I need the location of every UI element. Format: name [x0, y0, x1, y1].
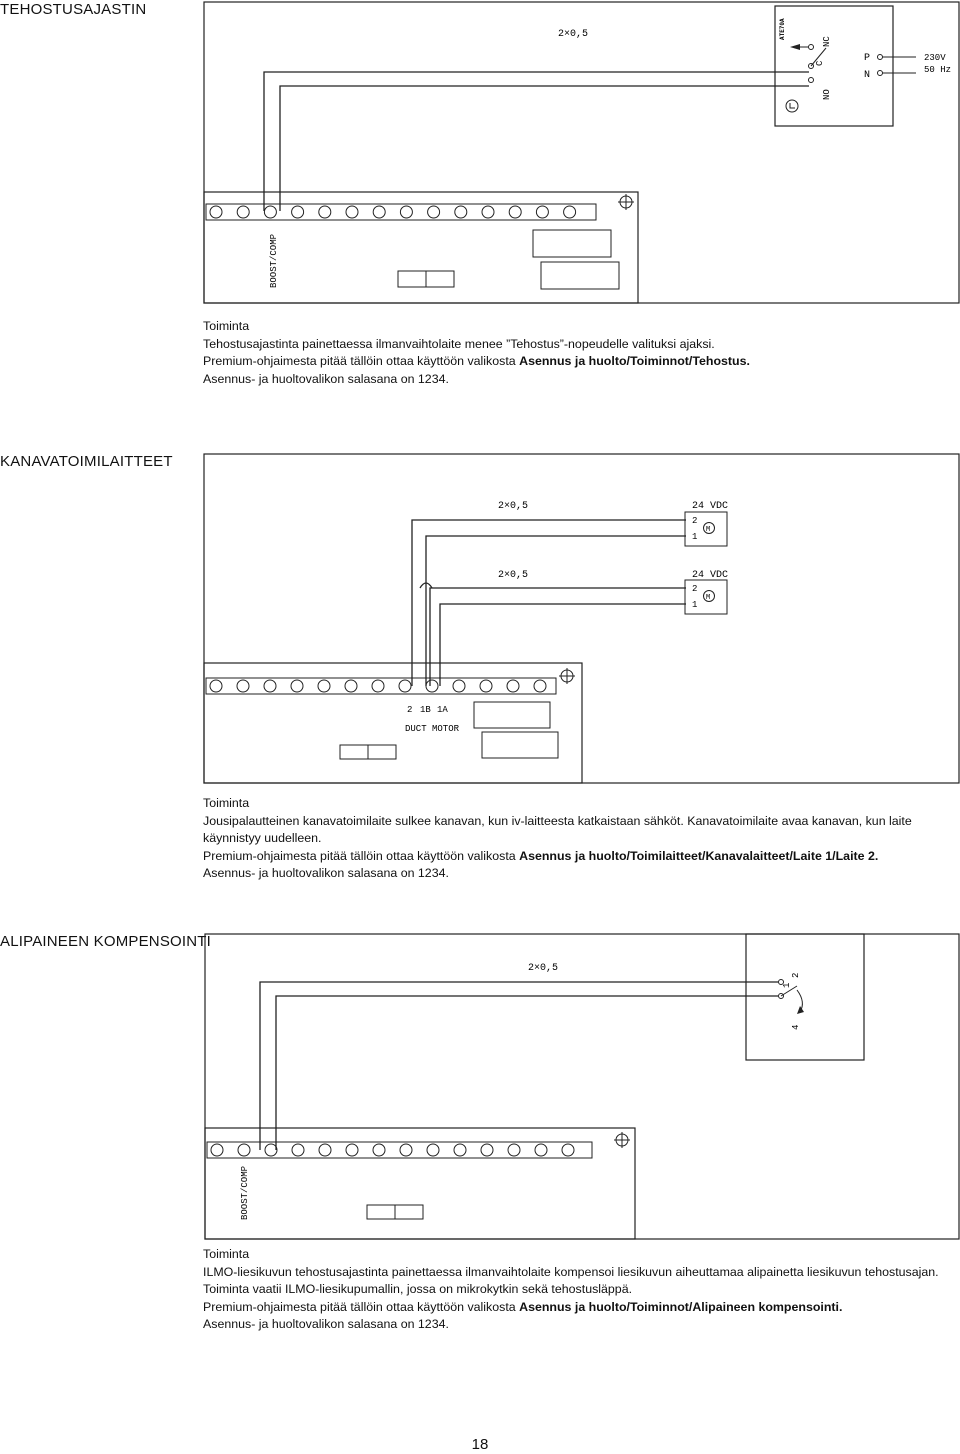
terminal-screw-icon	[428, 206, 440, 218]
terminal-screw-icon	[211, 1144, 223, 1156]
description-heading: Toiminta	[203, 796, 250, 810]
supply-label-2: 24 VDC	[692, 570, 729, 581]
switch-terminal-label: 4	[791, 1024, 801, 1030]
terminal-screw-icon	[564, 206, 576, 218]
terminal-screw-icon	[400, 206, 412, 218]
section-title-duct-actuators: KANAVATOIMILAITTEET	[0, 453, 173, 470]
terminal-screw-icon	[373, 206, 385, 218]
cable-label: 2×0,5	[528, 963, 559, 974]
terminal-p-label: P	[864, 53, 871, 64]
cable-label-2: 2×0,5	[498, 570, 529, 581]
terminal-screw-icon	[455, 206, 467, 218]
board-terminal-label: 2	[407, 705, 413, 715]
board-terminal-label: 1A	[437, 705, 448, 715]
terminal-screw-icon	[426, 680, 438, 692]
switch-box	[746, 934, 864, 1060]
terminal-screw-icon	[346, 1144, 358, 1156]
terminal-screw-icon	[400, 1144, 412, 1156]
description-heading: Toiminta	[203, 1247, 250, 1261]
terminal-n-label: N	[864, 70, 871, 81]
terminal-screw-icon	[373, 1144, 385, 1156]
terminal-screw-icon	[427, 1144, 439, 1156]
terminal-screw-icon	[508, 1144, 520, 1156]
terminal-screw-icon	[535, 1144, 547, 1156]
terminal-label: 2	[692, 516, 698, 526]
terminal-strip-3	[211, 1144, 574, 1156]
terminal-screw-icon	[292, 1144, 304, 1156]
terminal-screw-icon	[264, 680, 276, 692]
terminal-screw-icon	[292, 206, 304, 218]
terminal-label: 2	[692, 584, 698, 594]
terminal-screw-icon	[482, 206, 494, 218]
terminal-screw-icon	[534, 680, 546, 692]
cable-label: 2×0,5	[558, 29, 589, 40]
section-title-boost-timer: TEHOSTUSAJASTIN	[0, 1, 147, 18]
terminal-screw-icon	[481, 1144, 493, 1156]
description-line: ILMO-liesikuvun tehostusajastinta painettaessa ilmanvaihtolaite kompensoi liesikuvun aiheuttamaa alipainetta liesikuvun tehostusajan.	[203, 1264, 939, 1279]
description-line: Tehostusajastinta painettaessa ilmanvaihtolaite menee ”Tehostus”-nopeudelle valituksi ajaksi.	[203, 336, 715, 351]
page-number: 18	[471, 1436, 489, 1453]
terminal-screw-icon	[265, 1144, 277, 1156]
terminal-screw-icon	[210, 680, 222, 692]
underpressure-compensation-wiring-diagram	[0, 930, 960, 1245]
terminal-screw-icon	[319, 206, 331, 218]
description-line: Premium-ohjaimesta pitää tällöin ottaa käyttöön valikosta Asennus ja huolto/Toimilaitteet/Kanavalaitteet/Laite 1/Laite 2.	[203, 848, 879, 863]
supply-frequency-label: 50 Hz	[924, 65, 952, 75]
terminal-screw-icon	[237, 206, 249, 218]
supply-voltage-label: 230V	[924, 53, 946, 63]
board-terminal-label: 1B	[420, 705, 431, 715]
terminal-screw-icon	[509, 206, 521, 218]
motor-symbol-label: M	[706, 526, 711, 534]
terminal-screw-icon	[238, 1144, 250, 1156]
contact-nc-label: NC	[822, 36, 832, 47]
terminal-screw-icon	[453, 680, 465, 692]
terminal-screw-icon	[372, 680, 384, 692]
contact-no-label: NO	[822, 89, 832, 100]
terminal-screw-icon	[319, 1144, 331, 1156]
terminal-label: 1	[692, 532, 698, 542]
board-label-boost: BOOST/COMP	[269, 233, 279, 288]
ground-symbol-icon	[559, 668, 575, 684]
boost-timer-wiring-diagram	[0, 0, 960, 310]
contact-c-label: C	[815, 60, 825, 66]
cable-label-1: 2×0,5	[498, 501, 529, 512]
supply-label-1: 24 VDC	[692, 501, 729, 512]
terminal-screw-icon	[399, 680, 411, 692]
terminal-screw-icon	[507, 680, 519, 692]
description-line: Premium-ohjaimesta pitää tällöin ottaa käyttöön valikosta Asennus ja huolto/Toiminnot/Tehostus.	[203, 354, 750, 369]
ground-symbol-icon	[618, 194, 634, 210]
description-heading: Toiminta	[203, 319, 250, 333]
description-line: Asennus- ja huoltovalikon salasana on 1234.	[203, 371, 449, 386]
duct-actuator-wiring-diagram	[0, 450, 960, 790]
terminal-screw-icon	[210, 206, 222, 218]
board-label-duct-motor: DUCT MOTOR	[405, 724, 460, 734]
description-line: Toiminta vaatii ILMO-liesikupumallin, jossa on mikrokytkin sekä tehostusläppä.	[203, 1282, 633, 1297]
terminal-screw-icon	[345, 680, 357, 692]
ground-symbol-icon	[614, 1132, 630, 1148]
switch-terminal-label: 1	[782, 982, 792, 988]
section-description-boost-timer	[203, 318, 943, 388]
terminal-screw-icon	[454, 1144, 466, 1156]
terminal-screw-icon	[346, 206, 358, 218]
section-title-underpressure-compensation: ALIPAINEEN KOMPENSOINTI	[0, 933, 212, 950]
terminal-screw-icon	[264, 206, 276, 218]
description-line: Asennus- ja huoltovalikon salasana on 1234.	[203, 866, 449, 881]
switch-terminal-label: 2	[791, 972, 801, 978]
motor-symbol-label: M	[706, 594, 711, 602]
terminal-strip-1	[210, 206, 576, 218]
terminal-screw-icon	[291, 680, 303, 692]
control-board	[204, 663, 582, 783]
description-line: Asennus- ja huoltovalikon salasana on 1234.	[203, 1317, 449, 1332]
section-description-duct-actuators	[203, 795, 943, 883]
terminal-label: 1	[692, 600, 698, 610]
terminal-strip-2	[210, 680, 546, 692]
section-description-underpressure-compensation	[203, 1246, 943, 1334]
terminal-screw-icon	[562, 1144, 574, 1156]
description-line: Premium-ohjaimesta pitää tällöin ottaa käyttöön valikosta Asennus ja huolto/Toiminnot/Alipaineen kompensointi.	[203, 1299, 843, 1314]
terminal-screw-icon	[480, 680, 492, 692]
description-line: Jousipalautteinen kanavatoimilaite sulkee kanavan, kun iv-laitteesta katkaistaan sähköt. Kanavatoimilaite avaa kanavan, kun laite käynnistyy uudelleen.	[203, 813, 912, 846]
board-label-boost: BOOST/COMP	[240, 1165, 250, 1220]
terminal-screw-icon	[318, 680, 330, 692]
terminal-screw-icon	[536, 206, 548, 218]
timer-model-label: ATE70A	[779, 18, 786, 40]
terminal-screw-icon	[237, 680, 249, 692]
